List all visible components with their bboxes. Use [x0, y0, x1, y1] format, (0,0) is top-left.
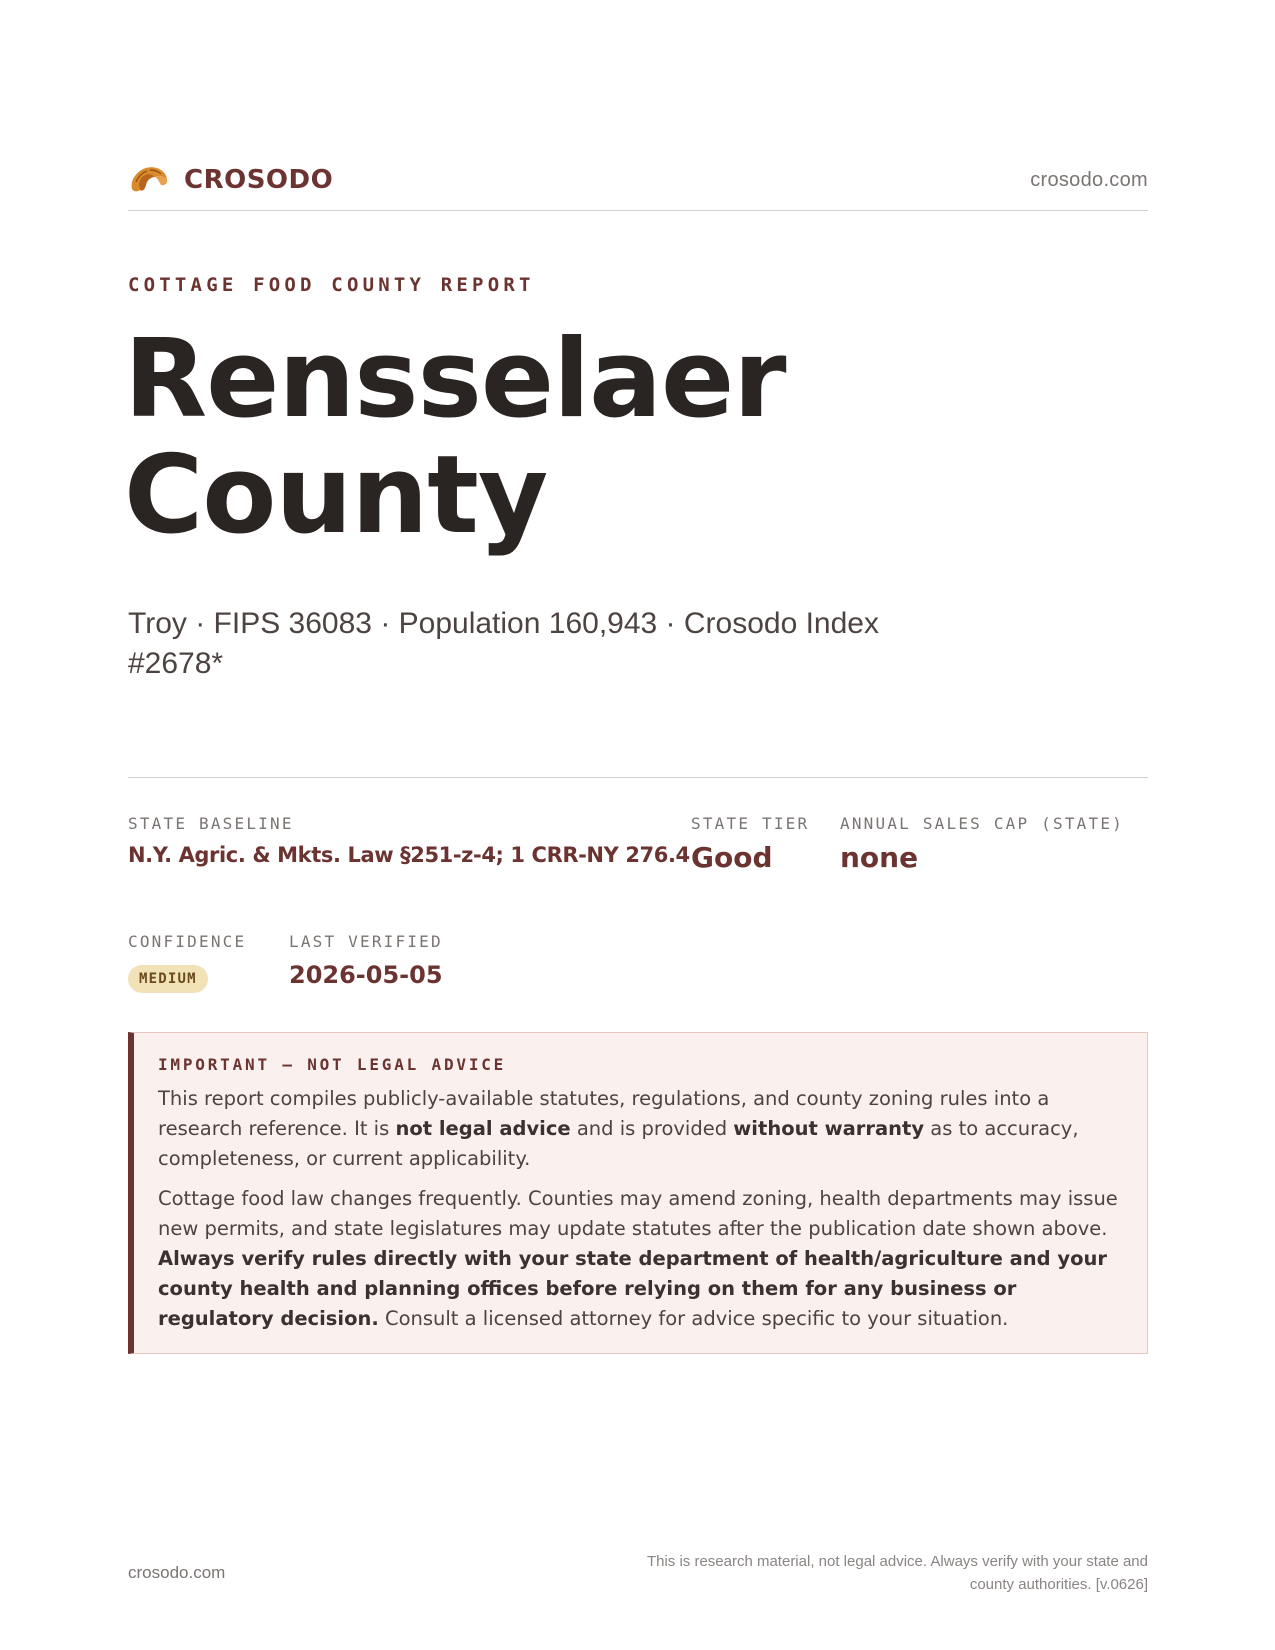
header-divider [128, 210, 1148, 211]
footer-site-url[interactable]: crosodo.com [128, 1563, 226, 1582]
notice-p2-text: Consult a licensed attorney for advice specific to your situation. [378, 1307, 1009, 1330]
page-header [128, 158, 1148, 202]
county-title: Rensselaer County [124, 317, 786, 558]
confidence-fact [128, 932, 246, 993]
last-verified-fact [289, 932, 443, 989]
notice-p1-emphasis: without warranty [733, 1117, 925, 1140]
last-verified-value: 2026-05-05 [289, 961, 443, 989]
state-baseline-value: N.Y. Agric. & Mkts. Law §251-z-4; 1 CRR-NY 276.4 [128, 843, 690, 867]
footer-disclaimer: This is research material, not legal advice. Always verify with your state and county authorities. [v.0626] [646, 1553, 1148, 1593]
confidence-label: CONFIDENCE [128, 932, 247, 951]
notice-paragraph-1 [158, 1084, 1121, 1174]
state-tier-value: Good [691, 841, 773, 874]
annual-sales-cap-value: none [840, 841, 919, 874]
legal-notice [128, 1032, 1148, 1354]
state-tier-label: STATE TIER [691, 814, 810, 833]
notice-p1-text: and is provided [570, 1117, 734, 1140]
site-url-link[interactable]: crosodo.com [1030, 168, 1148, 191]
report-page [124, 0, 1148, 1650]
notice-p2-emphasis: Always verify rules directly with your state department of health/agriculture and your county health and planning offices before relying on them for any business or regulatory decision. [158, 1247, 1108, 1330]
state-tier-fact [691, 814, 809, 874]
annual-sales-cap-label: ANNUAL SALES CAP (STATE) [840, 814, 1124, 833]
brand [128, 159, 333, 201]
annual-sales-cap-fact [840, 814, 1124, 874]
notice-heading: IMPORTANT — NOT LEGAL ADVICE [158, 1055, 507, 1074]
state-baseline-fact [128, 814, 690, 867]
croissant-icon [128, 159, 170, 201]
confidence-badge: MEDIUM [128, 965, 208, 993]
notice-p1-emphasis: not legal advice [395, 1117, 571, 1140]
notice-p2-text: Cottage food law changes frequently. Counties may amend zoning, health departments may issue new permits, and state legislatures may update statutes after the publication date shown above. [158, 1187, 1118, 1240]
report-eyebrow: COTTAGE FOOD COUNTY REPORT [128, 274, 535, 296]
notice-p1-text: as to accuracy, completeness, or current applicability. [158, 1117, 1079, 1170]
brand-name[interactable]: CROSODO [184, 165, 334, 195]
notice-p1-text: This report compiles publicly-available statutes, regulations, and county zoning rules into a research reference. It is [158, 1087, 1050, 1140]
notice-paragraph-2 [158, 1184, 1121, 1334]
section-divider [128, 777, 1148, 778]
county-subtitle: Troy · FIPS 36083 · Population 160,943 · Crosodo Index #2678* [128, 607, 879, 680]
last-verified-label: LAST VERIFIED [289, 932, 443, 951]
state-baseline-label: STATE BASELINE [128, 814, 294, 833]
